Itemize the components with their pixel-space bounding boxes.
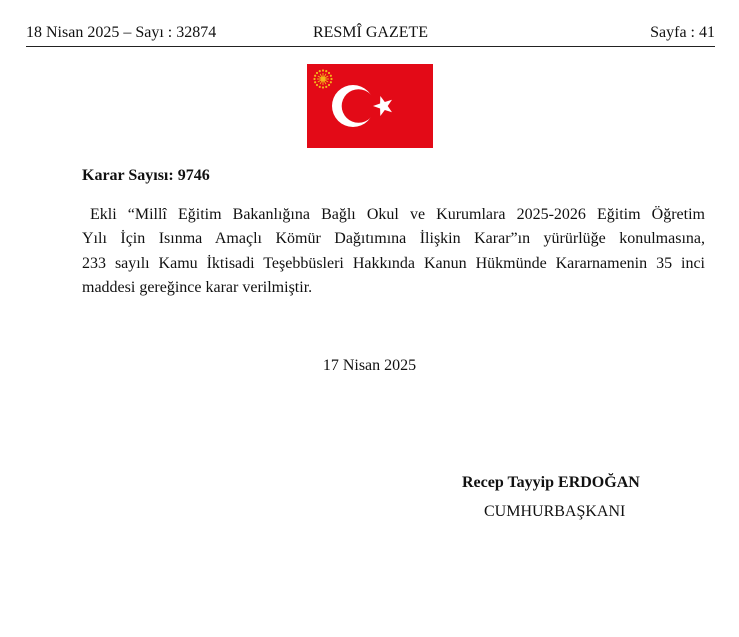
seal-star bbox=[316, 84, 318, 86]
page-number: Sayfa : 41 bbox=[650, 24, 715, 41]
seal-star bbox=[322, 86, 324, 88]
issue-info: 18 Nisan 2025 – Sayı : 32874 bbox=[26, 24, 217, 41]
signatory-name: Recep Tayyip ERDOĞAN bbox=[462, 474, 640, 491]
seal-star bbox=[330, 81, 332, 83]
body-line: 233 sayılı Kamu İktisadi Teşebbüsleri Hakkında Kanun Hükmünde Kararnamenin 35 inci bbox=[82, 254, 705, 272]
seal-sun bbox=[320, 76, 325, 81]
seal-star bbox=[330, 75, 332, 77]
decision-number: Karar Sayısı: 9746 bbox=[82, 167, 210, 184]
seal-star bbox=[316, 72, 318, 74]
decision-date: 17 Nisan 2025 bbox=[322, 357, 417, 374]
seal-star bbox=[322, 69, 324, 71]
seal-star bbox=[313, 78, 315, 80]
crescent-inner bbox=[342, 89, 376, 123]
body-line: Ekli “Millî Eğitim Bakanlığına Bağlı Okul ve Kurumlara 2025-2026 Eğitim Öğretim bbox=[90, 206, 705, 223]
seal-star bbox=[328, 72, 330, 74]
seal-star bbox=[328, 84, 330, 86]
body-line: maddesi gereğince karar verilmiştir. bbox=[82, 279, 313, 297]
seal-star bbox=[314, 75, 316, 77]
seal-star bbox=[314, 81, 316, 83]
seal-star bbox=[319, 86, 321, 88]
seal-star bbox=[330, 78, 332, 80]
seal-star bbox=[319, 70, 321, 72]
turkish-flag-icon bbox=[307, 64, 433, 148]
body-line: Yılı İçin Isınma Amaçlı Kömür Dağıtımına İlişkin Karar”ın yürürlüğe konulmasına, bbox=[82, 230, 705, 248]
page-header bbox=[26, 22, 715, 47]
decision-body bbox=[82, 203, 705, 301]
gazette-title: RESMÎ GAZETE bbox=[312, 24, 429, 41]
signatory-title: CUMHURBAŞKANI bbox=[484, 503, 626, 520]
seal-star bbox=[325, 86, 327, 88]
seal-star bbox=[325, 70, 327, 72]
